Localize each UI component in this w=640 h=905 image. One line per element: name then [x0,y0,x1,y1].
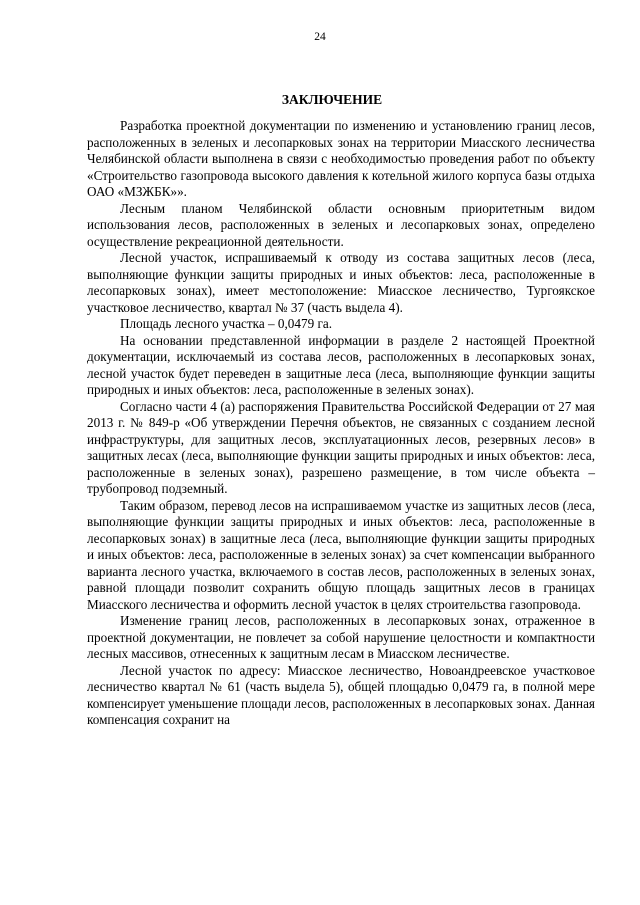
paragraph-government-order: Согласно части 4 (а) распоряжения Правительства Российской Федерации от 27 мая 2013 г. № 849-р «Об утверждении Перечня объектов, не связанных с созданием лесной инфраструктуры, для защитных лесов, эксплуатационных лесов, резервных лесов» в защитных лесах (леса, выполняющие функции защиты природных и иных объектов: леса, расположенные в зеленых зонах), разрешено размещение, в том числе объекта – трубопровод подземный. [87,398,595,496]
paragraph-purpose: Разработка проектной документации по изменению и установлению границ лесов, расположенных в зеленых и лесопарковых зонах на территории Миасского лесничества Челябинской области выполнена в связи с необходимостью проведения работ по объекту «Строительство газопровода высокого давления к котельной жилого корпуса базы отдыха ОАО «МЗЖБК»». [87,118,595,199]
section-title: ЗАКЛЮЧЕНИЕ [281,92,383,107]
page-number: 24 [314,31,326,43]
paragraph-reclassification: На основании представленной информации в разделе 2 настоящей Проектной документации, исключаемый из состава лесов, расположенных в лесопарковых зонах, лесной участок будет переведен в защитные леса (леса, выполняющие функции защиты природных и иных объектов: леса, расположенные в зеленых зонах). [87,332,595,397]
paragraph-compensation: Лесной участок по адресу: Миасское лесничество, Новоандреевское участковое лесничество квартал № 61 (часть выдела 5), общей площадью 0,0479 га, в полной мере компенсирует уменьшение площади лесов, расположенных в лесопарковых зонах. Данная компенсация сохранит на [87,662,595,727]
paragraph-boundary-change: Изменение границ лесов, расположенных в лесопарковых зонах, отраженное в проектной документации, не повлечет за собой нарушение целостности и компактности лесных массивов, отнесенных к защитным лесам в Миасском лесничестве. [87,613,595,661]
paragraph-plot-location: Лесной участок, испрашиваемый к отводу из состава защитных лесов (леса, выполняющие функции защиты природных и иных объектов: леса, расположенные в лесопарковых зонах), имеет местоположение: Миасское лесничество, Тургоякское участковое лесничество, квартал № 37 (часть выдела 4). [87,250,595,315]
paragraph-forest-plan: Лесным планом Челябинской области основным приоритетным видом использования лесов, расположенных в зеленых и лесопарковых зонах, определено осуществление рекреационной деятельности. [87,200,595,249]
document-body [87,118,595,729]
paragraph-conclusion: Таким образом, перевод лесов на испрашиваемом участке из защитных лесов (леса, выполняющие функции защиты природных и иных объектов: леса, расположенные в лесопарковых зонах) в защитные леса (леса, выполняющие функции защиты природных и иных объектов: леса, расположенные в зеленых зонах) за счет компенсации выбранного варианта лесного участка, включаемого в состав лесов, расположенных в зеленых зонах, равной площади позволит сохранить общую площадь защитных лесов в границах Миасского лесничества и оформить лесной участок в целях строительства газопровода. [87,497,595,612]
paragraph-plot-area: Площадь лесного участка – 0,0479 га. [120,316,333,331]
